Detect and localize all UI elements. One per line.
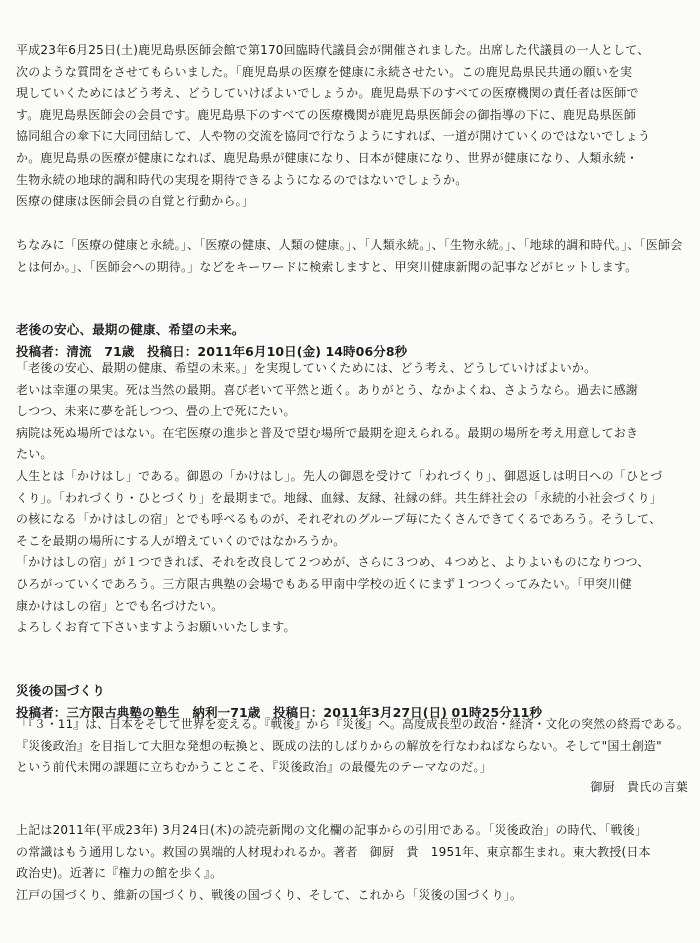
intro-line: か。鹿児島県の医療が健康になれば、鹿児島県が健康になり、日本が健康になり、世界が健康になり、人類永続・ [16,150,639,165]
closing-line: 政治史)。近著に『権力の館を歩く』。 [16,866,223,881]
section1-line: よろしくお育て下さいますようお願いいたします。 [16,620,296,635]
keywords-paragraph [16,235,692,278]
section2-line: 「『３・11』は、日本をそして世界を変える。『戦後』から『災後』へ。高度成長型の政治・経済・文化の突然の終焉である。 [16,717,689,731]
section2-quote [16,714,692,779]
keywords-line: ちなみに「医療の健康と永続。」、「医療の健康、人類の健康。」、「人類永続。」、「生物永続。」、「地球的調和時代。」、「医師会 [16,238,683,252]
intro-line: 次のような質問をさせてもらいました。「鹿児島県の医療を健康に永続させたい。この鹿児島県民共通の願いを実 [16,64,633,79]
section1-line: しつつ、未来に夢を託しつつ、畳の上で死にたい。 [16,404,296,419]
section2-byline: 投稿者：三方限古典塾の塾生 納利一71歳 投稿日：2011年3月27日(日) 01時25分11秒 [16,705,543,720]
section1-line: ひろがっていくであろう。三方限古典塾の会場でもある甲南中学校の近くにまず１つつくってみたい。「甲突川健 [16,576,632,591]
section2-line: 『災後政治』を目指して大胆な発想の転換と、既成の法的しばりからの解放を行なわねばならない。そして"国土創造" [16,738,662,753]
section1-line: 康かけはしの宿」とでも名づけたい。 [16,598,224,613]
section1-body [16,358,692,639]
section2-title: 災後の国づくり [16,683,105,698]
intro-line: 協同組合の傘下に大同団結して、人や物の交流を協同で行なうようにすれば、一道が開けていくのではないでしょう [16,129,651,144]
section1-title: 老後の安心、最期の健康、希望の未来。 [16,322,245,337]
intro-line: 生物永続の地球的調和時代の実現を期待できるようになるのではないでしょうか。 [16,172,468,187]
intro-paragraph [16,40,692,213]
section1-line: 病院は死ぬ場所ではない。在宅医療の進歩と普及で望む場所で最期を迎えられる。最期の場所を考え用意しておき [16,425,639,440]
section1-line: 老いは幸運の果実。死は当然の最期。喜び老いて平然と逝く。ありがとう、なかよくね、さようなら。過去に感謝 [16,382,638,397]
quote-attribution [16,777,688,799]
section1-line: たい。 [16,447,53,462]
section1-line: 「かけはしの宿」が１つできれば、それを改良して２つめが、さらに３つめ、４つめと、よりよいものになりつつ、 [16,555,650,570]
closing-paragraph [16,820,692,906]
section1-line: 「老後の安心、最期の健康、希望の未来。」を実現していくためには、どう考え、どうしていけばよいか。 [16,361,597,375]
section1-line: くり」。「われづくり・ひとづくり」を最期まで。地縁、血縁、友縁、社縁の絆。共生絆社会の「永続的小社会づくり」 [16,490,663,505]
closing-line: の常識はもう通用しない。救国の異端的人材現われるか。著者 御厨 貴 1951年、東京都生まれ。東大教授(日本 [16,844,651,859]
intro-line: 現していくためにはどう考え、どうしていけばよいでしょうか。鹿児島県下のすべての医療機関の責任者は医師で [16,86,639,101]
intro-line: 医療の健康は医師会員の自覚と行動から。」 [16,194,255,209]
closing-line: 江戸の国づくり、維新の国づくり、戦後の国づくり、そして、これから「災後の国づくり」。 [16,887,523,902]
attribution-text: 御厨 貴氏の言葉 [590,780,688,794]
section1-byline: 投稿者：清流 71歳 投稿日：2011年6月10日(金) 14時06分8秒 [16,344,408,359]
section2-line: という前代未聞の課題に立ちむかうことこそ、『災後政治』の最優先のテーマなのだ。」 [16,760,492,775]
section1-line: 人生とは「かけはし」である。御恩の「かけはし」。先人の御恩を受けて「われづくり」、御恩返しは明日への「ひとづ [16,468,663,483]
closing-line: 上記は2011年(平成23年) 3月24日(木)の読売新聞の文化欄の記事からの引用である。「災後政治」の時代、「戦後」 [16,823,648,837]
intro-line: 平成23年6月25日(土)鹿児島県医師会館で第170回臨時代議員会が開催されました。出席した代議員の一人として、 [16,43,650,57]
intro-line: す。鹿児島県医師会の会員です。鹿児島県下のすべての医療機関が鹿児島県医師会の御指導の下に、鹿児島県医師 [16,107,637,122]
section1-line: そこを最期の場所にする人が増えていくのではなかろうか。 [16,533,346,548]
section1-line: の核になる「かけはしの宿」とでも呼べるものが、それぞれのグループ毎にたくさんできてくるであろう。そうして、 [16,512,662,527]
keywords-line: とは何か。」、「医師会への期待。」などをキーワードに検索しますと、甲突川健康新聞の記事などがヒットします。 [16,259,638,274]
